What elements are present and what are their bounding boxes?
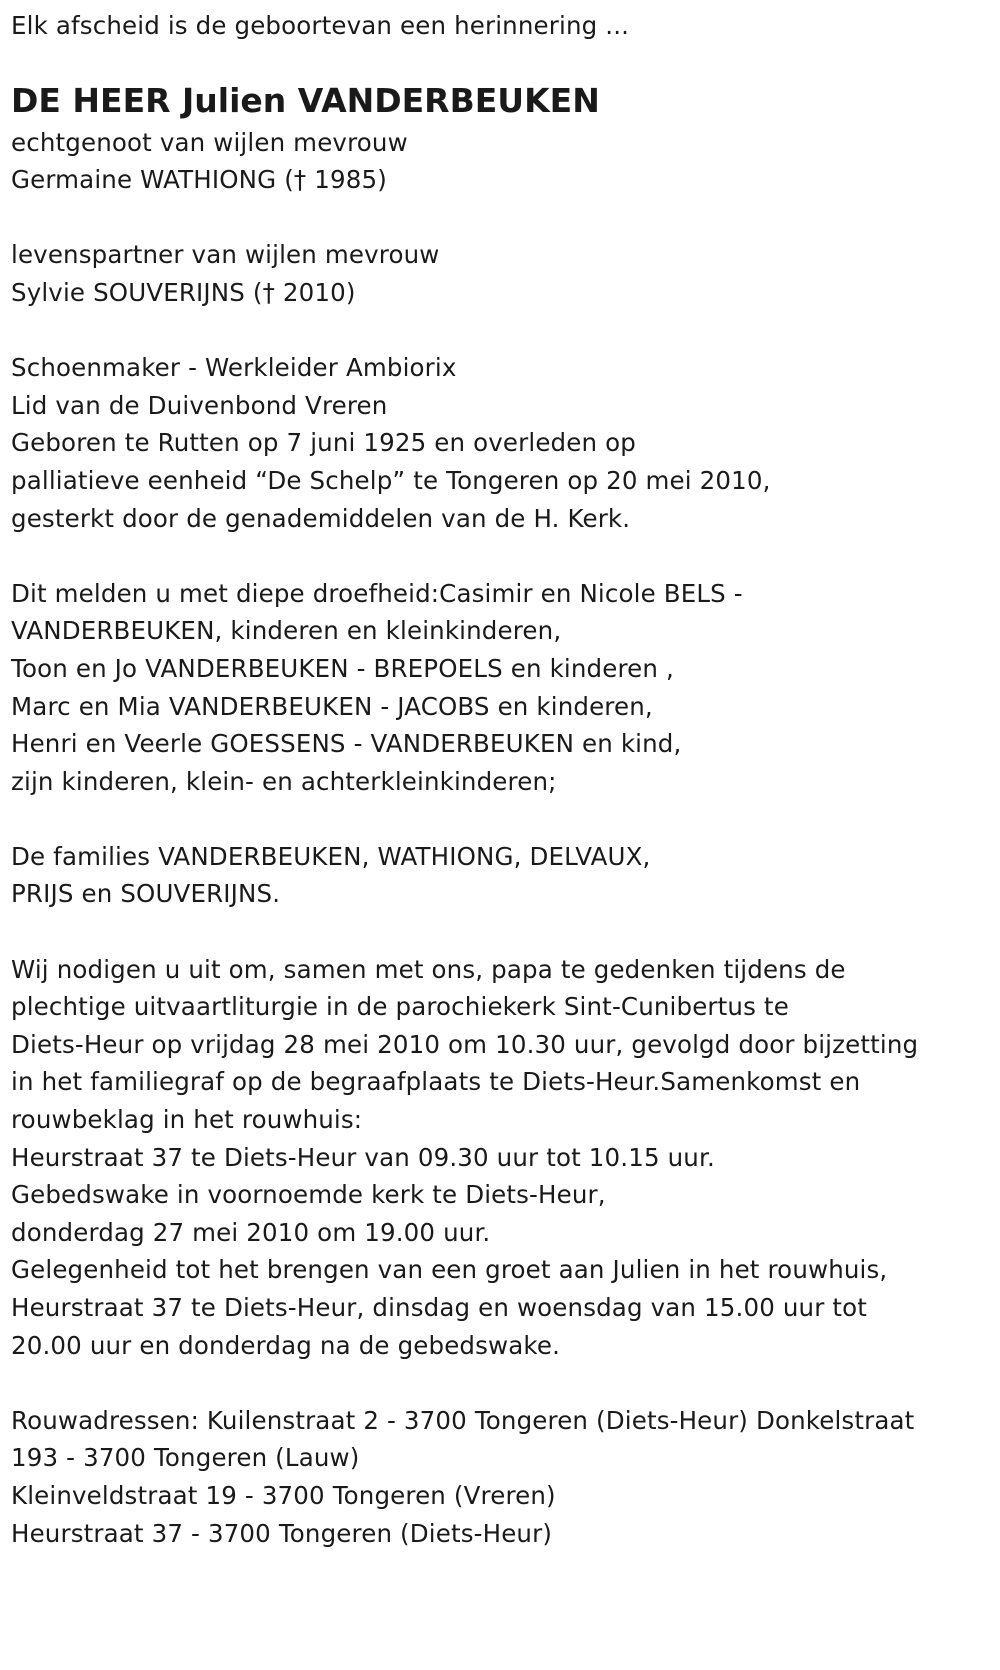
bio-line: Lid van de Duivenbond Vreren [11,390,388,420]
ceremony-line: Gelegenheid tot het brengen van een groet aan Julien in het rouwhuis, [11,1255,888,1285]
bio-line: Geboren te Rutten op 7 juni 1925 en overleden op [11,428,636,458]
spouse-line: echtgenoot van wijlen mevrouw [11,127,408,157]
address-line: Kleinveldstraat 19 - 3700 Tongeren (Vreren) [11,1480,556,1510]
families-block [11,838,996,913]
ceremony-line: Heurstraat 37 te Diets-Heur van 09.30 uur tot 10.15 uur. [11,1142,715,1172]
ceremony-line: Diets-Heur op vrijdag 28 mei 2010 om 10.30 uur, gevolgd door bijzetting [11,1029,919,1059]
spouse-line: Germaine WATHIONG († 1985) [11,165,387,195]
addresses-block [11,1402,996,1552]
mourner-line: Toon en Jo VANDERBEUKEN - BREPOELS en kinderen , [11,653,674,683]
mourner-line: zijn kinderen, klein- en achterkleinkinderen; [11,766,557,796]
spacer [11,312,996,350]
spacer [11,1364,996,1402]
bio-line: palliatieve eenheid “De Schelp” te Tongeren op 20 mei 2010, [11,465,771,495]
bio-line: gesterkt door de genademiddelen van de H. Kerk. [11,503,631,533]
spacer [11,537,996,575]
ceremony-line: Wij nodigen u uit om, samen met ons, papa te gedenken tijdens de [11,954,846,984]
deceased-name-heading: DE HEER Julien VANDERBEUKEN [11,80,600,120]
ceremony-line: 20.00 uur en donderdag na de gebedswake. [11,1330,561,1360]
mourner-line: VANDERBEUKEN, kinderen en kleinkinderen, [11,616,562,646]
biography-block [11,349,996,537]
spacer [11,199,996,237]
ceremony-line: Heurstraat 37 te Diets-Heur, dinsdag en woensdag van 15.00 uur tot [11,1293,868,1322]
mourner-line: Dit melden u met diepe droefheid:Casimir en Nicole BELS - [11,578,743,608]
bio-line: Schoenmaker - Werkleider Ambiorix [11,353,457,383]
partner-line: levenspartner van wijlen mevrouw [11,240,440,270]
intro-quote: Elk afscheid is de geboortevan een herinnering ... [11,11,630,40]
ceremony-line: in het familiegraf op de begraafplaats te Diets-Heur.Samenkomst en [11,1067,861,1097]
partner-block [11,236,996,311]
partner-line: Sylvie SOUVERIJNS († 2010) [11,277,356,307]
spacer [11,800,996,838]
ceremony-line: donderdag 27 mei 2010 om 19.00 uur. [11,1217,491,1247]
ceremony-line: Gebedswake in voornoemde kerk te Diets-Heur, [11,1180,606,1210]
spacer [11,913,996,951]
address-line: Heurstraat 37 - 3700 Tongeren (Diets-Heur) [11,1518,553,1548]
address-line: 193 - 3700 Tongeren (Lauw) [11,1443,360,1473]
spacer [11,45,996,79]
obituary-notice [11,7,996,1552]
mourner-line: Marc en Mia VANDERBEUKEN - JACOBS en kinderen, [11,691,653,721]
ceremony-block [11,951,996,1365]
families-line: PRIJS en SOUVERIJNS. [11,879,281,909]
spouse-block [11,124,996,199]
families-line: De families VANDERBEUKEN, WATHIONG, DELVAUX, [11,841,651,871]
mourners-block [11,575,996,801]
address-line: Rouwadressen: Kuilenstraat 2 - 3700 Tongeren (Diets-Heur) Donkelstraat [11,1405,915,1435]
mourner-line: Henri en Veerle GOESSENS - VANDERBEUKEN en kind, [11,729,682,759]
ceremony-line: rouwbeklag in het rouwhuis: [11,1105,363,1135]
ceremony-line: plechtige uitvaartliturgie in de parochiekerk Sint-Cunibertus te [11,992,789,1022]
